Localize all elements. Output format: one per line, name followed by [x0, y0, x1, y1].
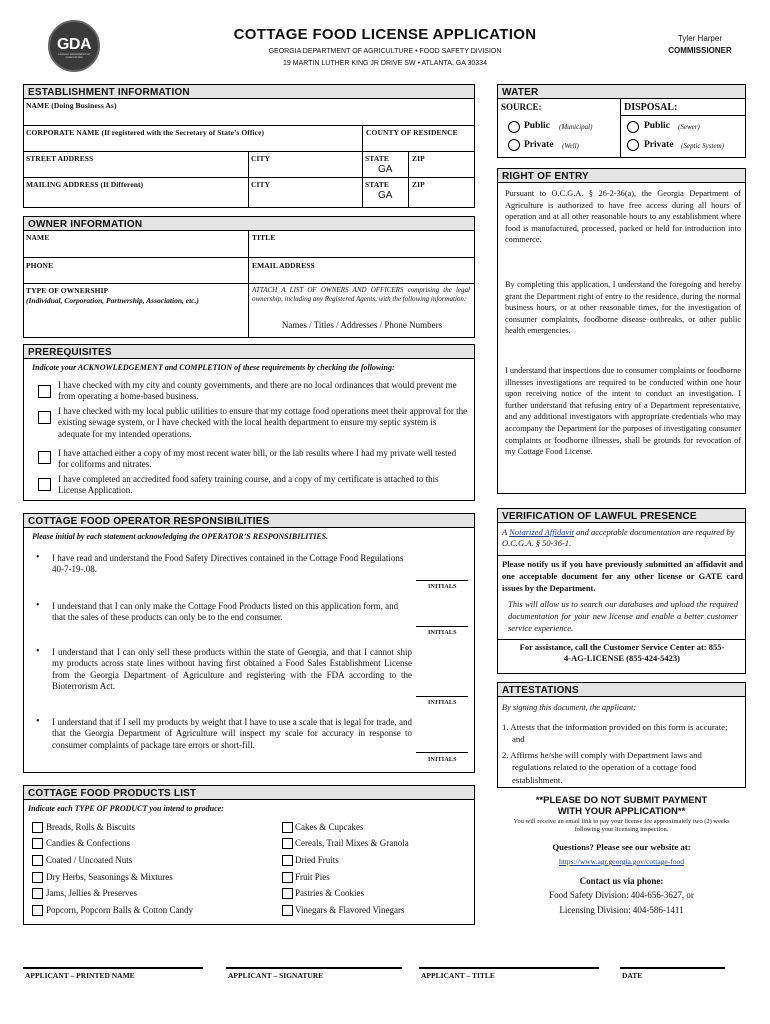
product-checkbox-vinegars[interactable] — [282, 905, 293, 916]
county-label: COUNTY OF RESIDENCE — [366, 128, 458, 137]
product-cereals: Cereals, Trail Mixes & Granola — [295, 838, 409, 848]
owner-name-label: NAME — [26, 233, 50, 242]
disposal-public-label: Public — [644, 121, 670, 131]
prerequisites-section — [23, 344, 475, 501]
product-nuts: Coated / Uncoated Nuts — [46, 855, 133, 865]
applicant-title-label: APPLICANT – TITLE — [421, 971, 495, 980]
payment-notice-line-1: **PLEASE DO NOT SUBMIT PAYMENT — [535, 795, 708, 806]
ownership-type-hint: (Individual, Corporation, Partnership, Association, etc.) — [26, 296, 199, 305]
payment-notice-line-2: WITH YOUR APPLICATION** — [557, 806, 686, 817]
right-of-entry-section — [497, 168, 746, 494]
product-checkbox-popcorn[interactable] — [32, 905, 43, 916]
source-private-label: Private — [524, 140, 554, 150]
entry-heading: RIGHT OF ENTRY — [498, 169, 745, 183]
street-address-label: STREET ADDRESS — [26, 154, 94, 163]
owner-section — [23, 216, 475, 338]
product-checkbox-dried-fruits[interactable] — [282, 855, 293, 866]
date-line[interactable] — [620, 967, 725, 969]
responsibility-item-3: I understand that I can only sell these products within the state of Georgia, and that I cannot ship my products across state lines without having first obtained a Food Sales Establishment License from the Georgia Department of Agriculture and registering with the FDA according to the Bioterrorism Act. — [52, 647, 412, 691]
establishment-section — [23, 84, 475, 208]
contact-text: Contact us via phone: — [579, 876, 664, 886]
dba-name-label: NAME (Doing Business As) — [26, 101, 117, 110]
verification-paragraph-4: For assistance, call the Customer Service Center at: 855-4-AG-LICENSE (855-424-5423) — [519, 642, 725, 664]
disposal-private-hint: (Septic System) — [681, 142, 724, 150]
verification-section — [497, 508, 746, 674]
responsibility-item-4: I understand that if I sell my products by weight that I have to use a scale that is legal for trade, and that the Georgia Department of Agriculture will inspect my scale for accuracy in response to consumer complaints of package tare errors or short-fill. — [52, 717, 412, 750]
product-checkbox-cakes[interactable] — [282, 822, 293, 833]
zip2-label: ZIP — [412, 180, 425, 189]
entry-paragraph-3: I understand that inspections due to consumer complaints or foodborne illnesses investigations are required to be conducted within one hour upon receiving notice of the intent to conduct an investigation. I further understand that refusing entry of a Department representative, and any additional investigators with appropriate credentials who may accompany the Department for the purposes of investigating consumer complaints or foodborne illnesses, shall be grounds for revocation of my Cottage Food License. — [505, 366, 741, 457]
names-titles-line: Names / Titles / Addresses / Phone Numbers — [281, 320, 443, 330]
initials-label-1: INITIALS — [428, 584, 457, 590]
bullet-4: • — [36, 716, 40, 727]
verification-p1-a: A — [502, 527, 510, 537]
prereq-checkbox-1[interactable] — [38, 385, 51, 398]
initials-line-4[interactable] — [416, 752, 468, 753]
responsibilities-instruction: Please initial by each statement acknowledging the OPERATOR’S RESPONSIBILITIES. — [32, 532, 329, 541]
responsibilities-section — [23, 513, 475, 773]
prereq-checkbox-3[interactable] — [38, 451, 51, 464]
signature-line[interactable] — [226, 967, 402, 969]
initials-line-2[interactable] — [416, 626, 468, 627]
printed-name-line[interactable] — [23, 967, 203, 969]
responsibility-item-1: I have read and understand the Food Safety Directives contained in the Cottage Food Regulations 40-7-19-.08. — [52, 553, 404, 575]
attestations-section — [497, 682, 746, 788]
source-private-radio[interactable] — [508, 139, 520, 151]
entry-paragraph-2: By completing this application, I understand the foregoing and hereby grant the Department right of entry to the residence, during the normal business hours, or at other reasonable times, for the investigation of consumer complaints, foodborne disease outbreaks, or other public health emergencies. — [505, 280, 741, 336]
water-section — [497, 84, 746, 158]
product-checkbox-jams[interactable] — [32, 888, 43, 899]
product-pastries: Pastries & Cookies — [295, 888, 364, 898]
source-private-hint: (Well) — [562, 142, 579, 150]
attestation-item-1: 1. Attests that the information provided on this form is accurate; and — [502, 722, 728, 745]
water-heading: WATER — [498, 85, 745, 99]
state2-value[interactable]: GA — [378, 190, 393, 201]
disposal-private-label: Private — [644, 140, 674, 150]
bullet-3: • — [36, 646, 40, 657]
disposal-private-radio[interactable] — [627, 139, 639, 151]
commissioner-title: COMMISSIONER — [668, 46, 732, 55]
printed-name-label: APPLICANT – PRINTED NAME — [25, 971, 135, 980]
initials-label-3: INITIALS — [428, 700, 457, 706]
product-checkbox-breads[interactable] — [32, 822, 43, 833]
initials-line-3[interactable] — [416, 696, 468, 697]
questions-text: Questions? Please see our website at: — [552, 842, 691, 852]
city2-label: CITY — [251, 180, 271, 189]
disposal-public-hint: (Sewer) — [678, 123, 700, 131]
product-checkbox-cereals[interactable] — [282, 838, 293, 849]
zip-label: ZIP — [412, 154, 425, 163]
product-checkbox-herbs[interactable] — [32, 872, 43, 883]
corporate-name-label: CORPORATE NAME (If registered with the Secretary of State’s Office) — [26, 128, 265, 137]
verification-paragraph-2: Please notify us if you have previously submitted an affidavit and one acceptable document for any other license or GATE card issues by the Department. — [502, 559, 743, 593]
date-label: DATE — [622, 971, 643, 980]
products-heading: COTTAGE FOOD PRODUCTS LIST — [24, 786, 474, 800]
product-herbs: Dry Herbs, Seasonings & Mixtures — [46, 872, 173, 882]
email-label: EMAIL ADDRESS — [252, 261, 315, 270]
state2-label: STATE — [365, 180, 389, 189]
prerequisites-instruction: Indicate your ACKNOWLEDGEMENT and COMPLETION of these requirements by checking the following: — [32, 363, 395, 372]
logo-subtext: GEORGIA DEPARTMENT OF AGRICULTURE — [58, 53, 90, 59]
products-section — [23, 785, 475, 925]
mailing-address-label: MAILING ADDRESS (If Different) — [26, 180, 144, 189]
payment-notice-small: You will receive an email link to pay your license fee approximately two (2) weeks following your licensing inspection. — [513, 818, 730, 834]
page-subtitle: GEORGIA DEPARTMENT OF AGRICULTURE • FOOD SAFETY DIVISION — [268, 48, 502, 55]
source-public-radio[interactable] — [508, 121, 520, 133]
verification-paragraph-1 — [502, 527, 744, 550]
establishment-heading: ESTABLISHMENT INFORMATION — [24, 85, 474, 99]
page-title: COTTAGE FOOD LICENSE APPLICATION — [233, 26, 537, 43]
notarized-affidavit-link[interactable]: Notarized Affidavit — [509, 527, 574, 537]
product-popcorn: Popcorn, Popcorn Balls & Cotton Candy — [46, 905, 193, 915]
product-candies: Candies & Confections — [46, 838, 130, 848]
product-breads: Breads, Rolls & Biscuits — [46, 822, 136, 832]
prereq-item-4: I have completed an accredited food safety training course, and a copy of my certificate is attached to this License Application. — [58, 474, 439, 496]
product-checkbox-candies[interactable] — [32, 838, 43, 849]
disposal-label: DISPOSAL: — [624, 102, 678, 113]
owner-title-label: TITLE — [252, 233, 276, 242]
city-label: CITY — [251, 154, 271, 163]
product-checkbox-nuts[interactable] — [32, 855, 43, 866]
product-cakes: Cakes & Cupcakes — [295, 822, 364, 832]
verification-heading: VERIFICATION OF LAWFUL PRESENCE — [498, 509, 745, 523]
attestations-heading: ATTESTATIONS — [498, 683, 745, 697]
prereq-item-2: I have checked with my local public utilities to ensure that my cottage food operations meet their approval for the existing sewage system, or I have checked with the local health department to ensure my septic system is adequate for my intended operations. — [58, 406, 468, 439]
disposal-public-radio[interactable] — [627, 121, 639, 133]
product-dried-fruits: Dried Fruits — [295, 855, 339, 865]
source-public-label: Public — [524, 121, 550, 131]
source-label: SOURCE: — [501, 102, 542, 112]
prereq-checkbox-4[interactable] — [38, 478, 51, 491]
food-safety-phone: Food Safety Division: 404-656-3627, or — [549, 890, 694, 900]
licensing-phone: Licensing Division: 404-586-1411 — [559, 905, 684, 915]
source-public-hint: (Municipal) — [559, 123, 593, 131]
logo-text: GDA — [56, 36, 92, 53]
phone-label: PHONE — [26, 261, 54, 270]
responsibility-item-2: I understand that I can only make the Cottage Food Products listed on this application form, and that the sales of these products can only be to the end consumer. — [52, 601, 399, 623]
responsibilities-heading: COTTAGE FOOD OPERATOR RESPONSIBILITIES — [24, 514, 474, 528]
bullet-1: • — [36, 552, 40, 563]
applicant-title-line[interactable] — [419, 967, 599, 969]
gda-logo — [48, 20, 100, 72]
verification-paragraph-3: This will allow us to search our databases and upload the required documentation for your new license and enable a better customer service experience. — [508, 599, 738, 633]
prereq-item-3: I have attached either a copy of my most recent water bill, or the lab results where I had my private well tested for coliforms and nitrates. — [58, 448, 457, 470]
commissioner-name: Tyler Harper — [677, 34, 722, 43]
attestations-intro: By signing this document, the applicant: — [502, 703, 637, 712]
prerequisites-heading: PREREQUISITES — [24, 345, 474, 359]
product-fruit-pies: Fruit Pies — [295, 872, 330, 882]
bullet-2: • — [36, 600, 40, 611]
prereq-checkbox-2[interactable] — [38, 411, 51, 424]
product-checkbox-pastries[interactable] — [282, 888, 293, 899]
attach-owners-text: ATTACH A LIST OF OWNERS AND OFFICERS comprising the legal ownership, including any Registered Agents, with the following information: — [252, 286, 470, 304]
product-checkbox-fruit-pies[interactable] — [282, 872, 293, 883]
page-address: 19 MARTIN LUTHER KING JR DRIVE SW • ATLANTA, GA 30334 — [283, 60, 487, 67]
entry-paragraph-1: Pursuant to O.C.G.A. § 26-2-36(a), the Georgia Department of Agriculture is authorized to have free access during all hours of operation and at all other reasonable hours to any establishment where food is manufactured, processed, packed or held for introduction into commerce. — [505, 189, 741, 245]
attestation-item-2: 2. Affirms he/she will comply with Department laws and regulations related to the operation of a cottage food establishment. — [502, 750, 702, 785]
owner-heading: OWNER INFORMATION — [24, 217, 474, 231]
verification-p1-b: and acceptable documentation are required by O.C.G.A. § 50-36-1. — [502, 527, 735, 549]
website-link[interactable]: https://www.agr.georgia.gov/cottage-food — [559, 857, 684, 866]
state-value[interactable]: GA — [378, 164, 393, 175]
initials-line-1[interactable] — [416, 580, 468, 581]
ownership-type-label: TYPE OF OWNERSHIP — [26, 286, 109, 295]
state-label: STATE — [365, 154, 389, 163]
initials-label-2: INITIALS — [428, 630, 457, 636]
product-jams: Jams, Jellies & Preserves — [46, 888, 137, 898]
products-instruction: Indicate each TYPE OF PRODUCT you intend to produce: — [28, 804, 224, 813]
signature-label: APPLICANT – SIGNATURE — [228, 971, 324, 980]
prereq-item-1: I have checked with my city and county governments, and there are no local ordinances that would prevent me from operating a home-based business. — [58, 380, 457, 402]
initials-label-4: INITIALS — [428, 757, 457, 763]
product-vinegars: Vinegars & Flavored Vinegars — [295, 905, 405, 915]
